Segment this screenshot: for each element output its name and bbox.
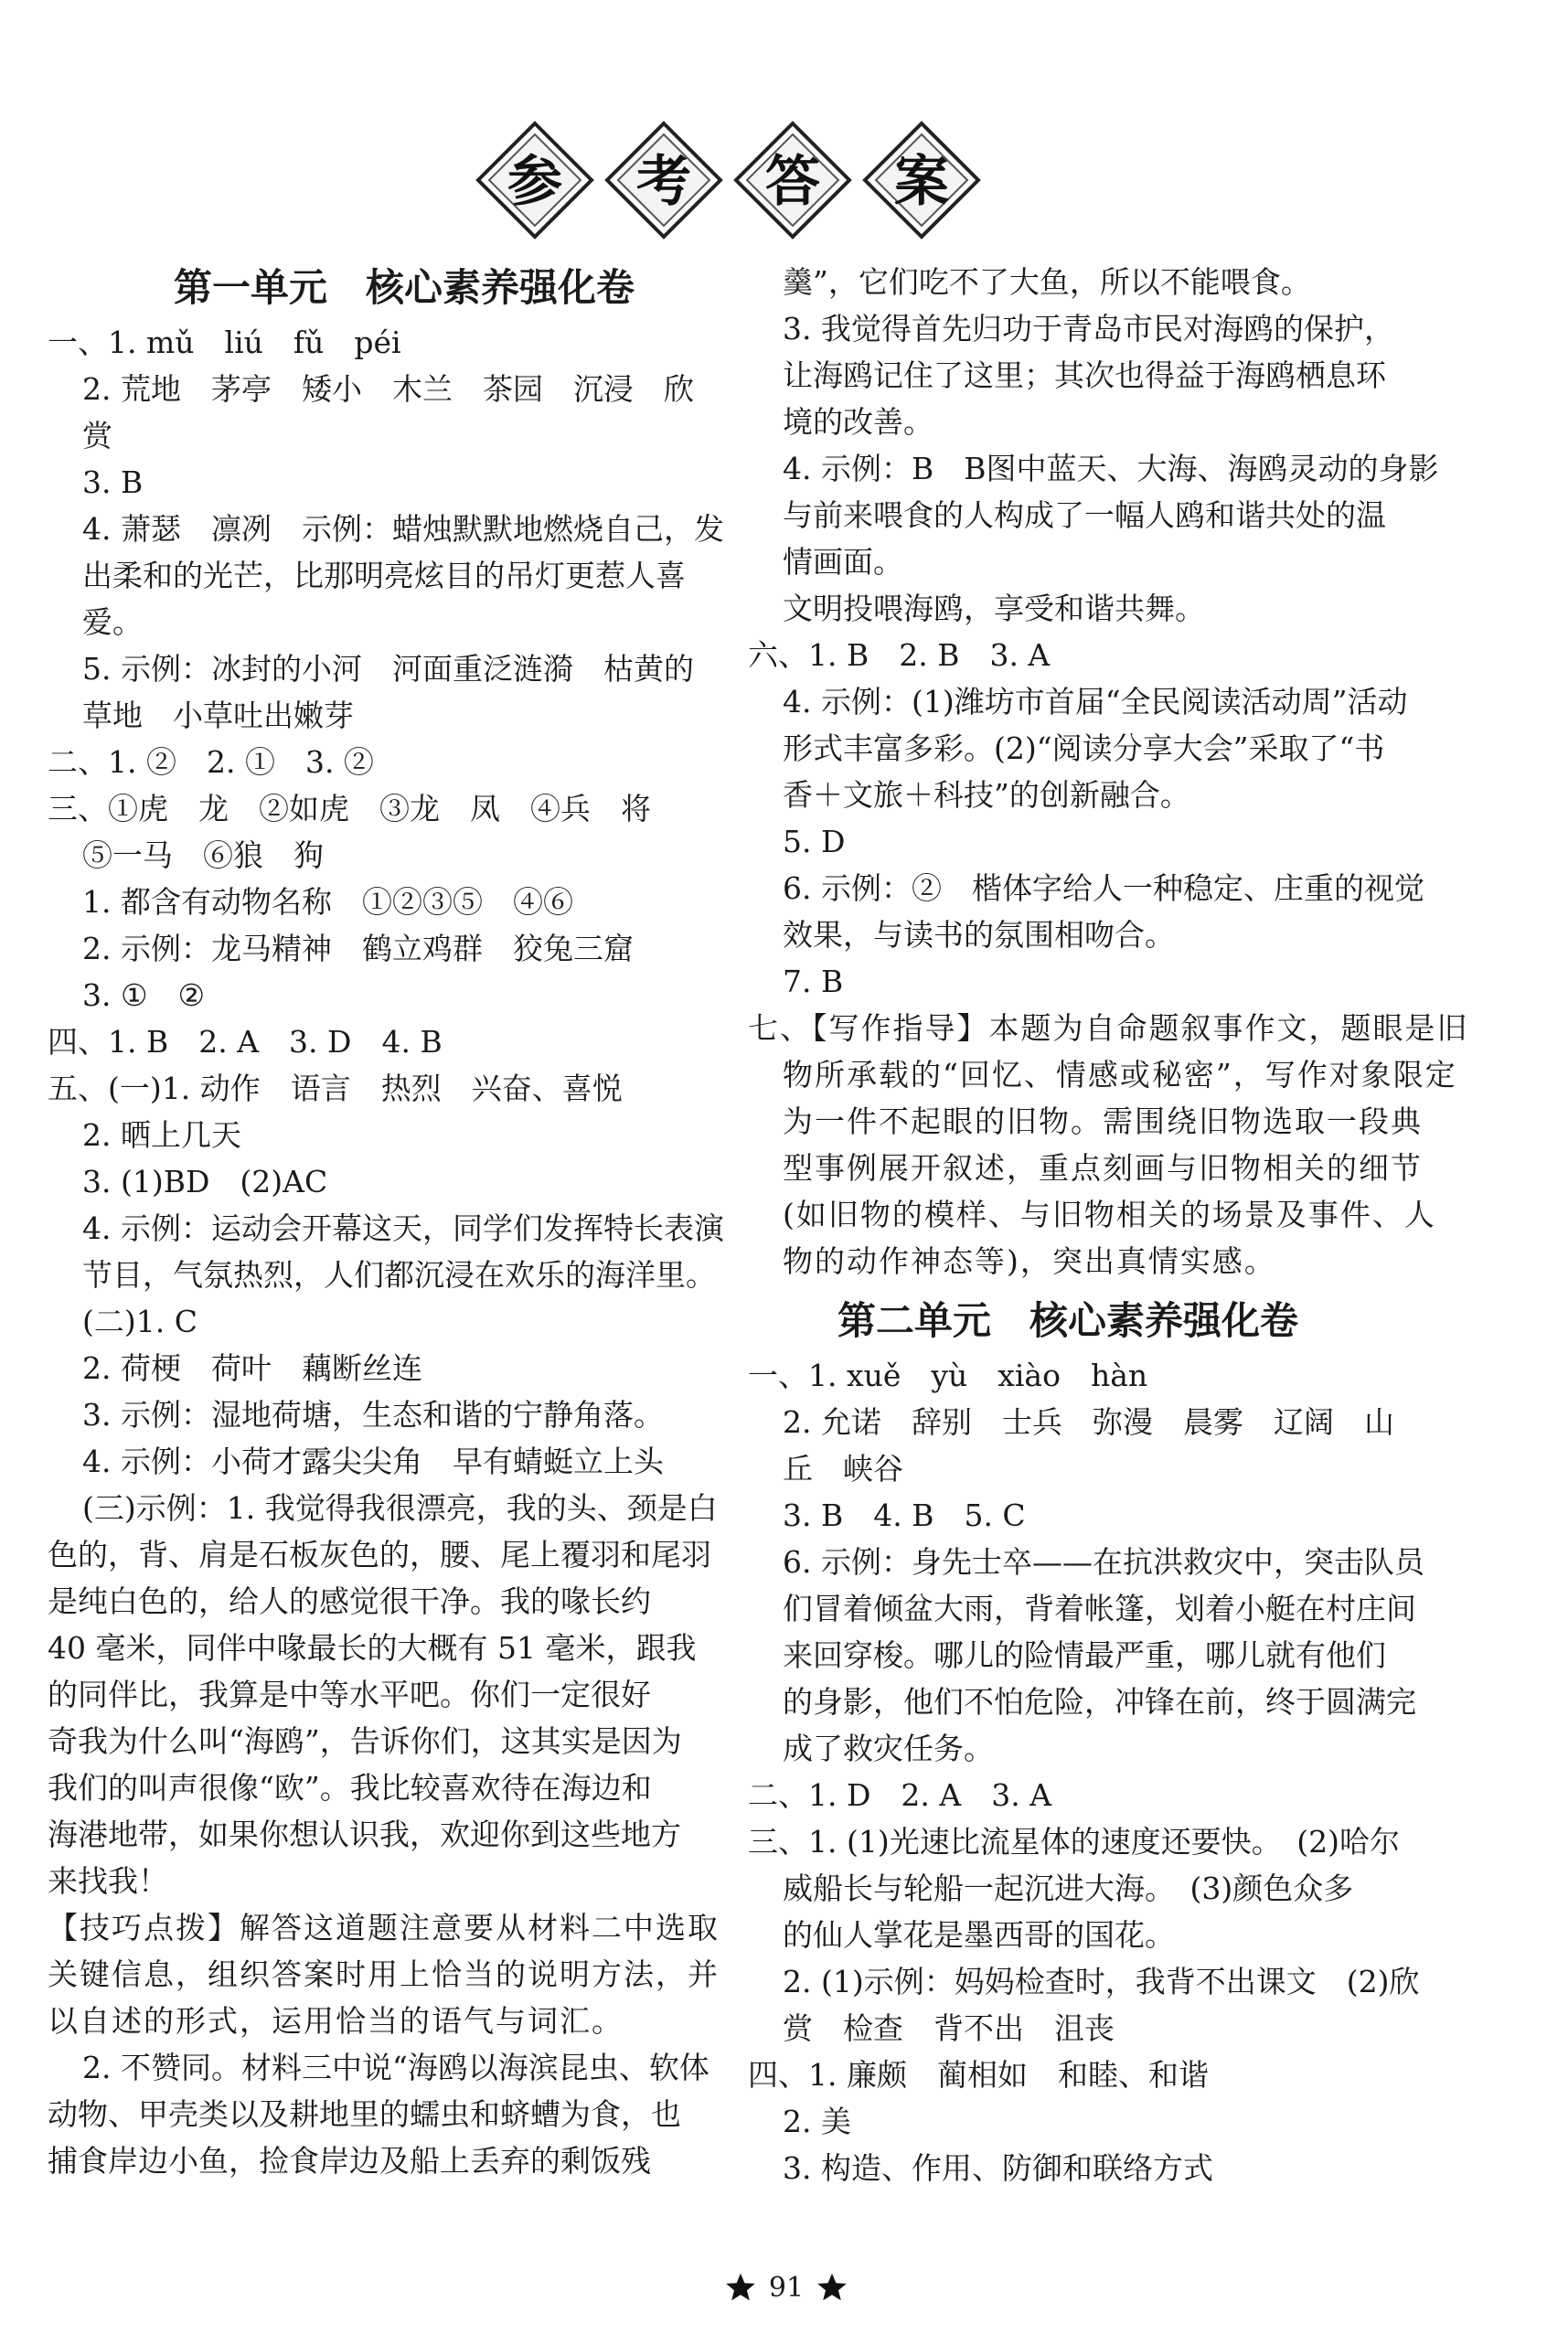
- answer-line: 成了救灾任务。: [783, 1731, 994, 1766]
- left-column: [48, 259, 765, 2184]
- answer-line: 1. 都含有动物名称 ①②③⑤ ④⑥: [82, 884, 573, 920]
- answer-line: (二)1. C: [82, 1304, 197, 1339]
- answer-line: 文明投喂海鸥，享受和谐共舞。: [783, 591, 1205, 626]
- answer-line: 动物、甲壳类以及耕地里的蠕虫和蛴螬为食，也: [48, 2096, 681, 2132]
- answer-line: 爱。: [82, 604, 143, 640]
- answer-line: 效果，与读书的氛围相吻合。: [783, 917, 1175, 953]
- title-char-box: [865, 123, 978, 237]
- answer-line: 海港地带，如果你想认识我，欢迎你到这些地方: [48, 1817, 681, 1852]
- answer-line: 3. ① ②: [82, 977, 206, 1013]
- answer-line: 为一件不起眼的旧物。需围绕旧物选取一段典: [783, 1103, 1423, 1139]
- answer-line: 一、1. xuě yù xiào hàn: [748, 1358, 1148, 1393]
- answer-line: 6. 示例：身先士卒——在抗洪救灾中，突击队员: [783, 1544, 1424, 1580]
- answer-line: 6. 示例：② 楷体字给人一种稳定、庄重的视觉: [783, 870, 1424, 906]
- answer-line: 捕食岸边小鱼，捡食岸边及船上丢弃的剩饭残: [48, 2143, 651, 2179]
- answer-line: 境的改善。: [783, 404, 933, 440]
- answer-line: 香＋文旅＋科技”的创新融合。: [783, 777, 1190, 813]
- answer-line: 让海鸥记住了这里；其次也得益于海鸥栖息环: [783, 357, 1386, 393]
- answer-line: 来找我！: [48, 1863, 168, 1899]
- answer-line: 2. 晒上几天: [82, 1117, 241, 1153]
- answer-line: 三、①虎 龙 ②如虎 ③龙 凤 ④兵 将: [48, 791, 651, 826]
- answer-line: 40 毫米，同伴中喙最长的大概有 51 毫米，跟我: [48, 1630, 697, 1666]
- answer-line: 二、1. ② 2. ① 3. ②: [48, 744, 374, 780]
- title-char-box: [607, 123, 720, 237]
- answer-line: 5. 示例：冰封的小河 河面重泛涟漪 枯黄的: [82, 651, 694, 687]
- answer-line: 型事例展开叙述，重点刻画与旧物相关的细节: [783, 1150, 1423, 1186]
- answer-line: 物所承载的“回忆、情感或秘密”，写作对象限定: [783, 1057, 1457, 1093]
- answer-line: ⑤一马 ⑥狼 狗: [82, 837, 324, 873]
- answer-line: 7. B: [783, 964, 844, 999]
- answer-line: 3. 示例：湿地荷塘，生态和谐的宁静角落。: [82, 1397, 664, 1433]
- answer-line: 2. 荷梗 荷叶 藕断丝连: [82, 1350, 422, 1386]
- answer-line: 与前来喂食的人构成了一幅人鸥和谐共处的温: [783, 497, 1386, 533]
- answer-line: 3. (1)BD (2)AC: [82, 1164, 328, 1199]
- right-column: [748, 259, 1525, 2191]
- answer-line: 4. 示例：小荷才露尖尖角 早有蜻蜓立上头: [82, 1444, 664, 1479]
- answer-line: (如旧物的模样、与旧物相关的场景及事件、人: [783, 1197, 1436, 1232]
- answer-line: 我们的叫声很像“欧”。我比较喜欢待在海边和: [48, 1770, 652, 1806]
- svg-text:参: 参: [507, 150, 562, 214]
- answer-line: 物的动作神态等)，突出真情实感。: [783, 1243, 1276, 1279]
- svg-text:考: 考: [636, 150, 691, 214]
- answer-line: 4. 萧瑟 凛冽 示例：蜡烛默默地燃烧自己，发: [82, 511, 724, 547]
- answer-line: 的身影，他们不怕危险，冲锋在前，终于圆满完: [783, 1684, 1416, 1720]
- answer-line: 以自述的形式，运用恰当的语气与词汇。: [48, 2003, 624, 2039]
- answer-line: 草地 小草吐出嫩芽: [82, 698, 354, 733]
- answer-line: 2. 允诺 辞别 士兵 弥漫 晨雾 辽阔 山: [783, 1404, 1394, 1440]
- answer-line: 出柔和的光芒，比那明亮炫目的吊灯更惹人喜: [82, 558, 686, 593]
- answer-line: 三、1. (1)光速比流星体的速度还要快。 (2)哈尔: [748, 1824, 1400, 1860]
- answer-line: 3. 构造、作用、防御和联络方式: [783, 2150, 1213, 2186]
- answer-line: 七、【写作指导】本题为自命题叙事作文，题眼是旧: [748, 1010, 1469, 1046]
- answer-line: 关键信息，组织答案时用上恰当的说明方法，并: [48, 1956, 720, 1992]
- answer-line: 3. 我觉得首先归功于青岛市民对海鸥的保护，: [783, 311, 1394, 346]
- answer-line: 的同伴比，我算是中等水平吧。你们一定很好: [48, 1677, 651, 1712]
- answer-line: 五、(一)1. 动作 语言 热烈 兴奋、喜悦: [48, 1071, 623, 1106]
- answer-line: 是纯白色的，给人的感觉很干净。我的喙长约: [48, 1583, 651, 1619]
- answer-line: 二、1. D 2. A 3. A: [748, 1777, 1052, 1813]
- answer-line: 形式丰富多彩。(2)“阅读分享大会”采取了“书: [783, 730, 1385, 766]
- answer-line: 的仙人掌花是墨西哥的国花。: [783, 1917, 1175, 1953]
- answer-line: 六、1. B 2. B 3. A: [748, 637, 1051, 673]
- answer-line: 3. B: [82, 464, 144, 500]
- answer-line: 奇我为什么叫“海鸥”，告诉你们，这其实是因为: [48, 1723, 682, 1759]
- answer-line: (三)示例：1. 我觉得我很漂亮，我的头、颈是白: [82, 1490, 718, 1526]
- svg-text:答: 答: [765, 150, 820, 214]
- title-char-box: [736, 123, 849, 237]
- svg-text:案: 案: [894, 150, 949, 214]
- star-icon: [725, 2272, 756, 2303]
- answer-line: 赏 检查 背不出 沮丧: [783, 2010, 1115, 2046]
- answer-line: 四、1. B 2. A 3. D 4. B: [48, 1024, 443, 1060]
- answer-line: 2. 不赞同。材料三中说“海鸥以海滨昆虫、软体: [82, 2050, 709, 2085]
- answer-line: 3. B 4. B 5. C: [783, 1498, 1026, 1533]
- page-number: 91: [768, 2271, 805, 2304]
- answer-line: 5. D: [783, 824, 846, 859]
- star-icon: [816, 2272, 848, 2303]
- answer-line: 来回穿梭。哪儿的险情最严重，哪儿就有他们: [783, 1637, 1386, 1673]
- title-char-box: [478, 123, 592, 237]
- answer-line: 丘 峡谷: [783, 1451, 903, 1487]
- page-title: [471, 119, 987, 242]
- answer-line: 们冒着倾盆大雨，背着帐篷，划着小艇在村庄间: [783, 1591, 1416, 1626]
- answer-line: 节目，气氛热烈，人们都沉浸在欢乐的海洋里。: [82, 1257, 716, 1293]
- answer-line: 赏: [82, 418, 112, 453]
- answer-line: 4. 示例：运动会开幕这天，同学们发挥特长表演: [82, 1210, 724, 1246]
- section-heading: 第一单元 核心素养强化卷: [174, 265, 635, 310]
- answer-line: 色的，背、肩是石板灰色的，腰、尾上覆羽和尾羽: [48, 1537, 711, 1572]
- answer-line: 威船长与轮船一起沉进大海。 (3)颜色众多: [783, 1871, 1354, 1906]
- answer-line: 2. 荒地 茅亭 矮小 木兰 茶园 沉浸 欣: [82, 371, 694, 407]
- answer-line: 2. 美: [783, 2104, 851, 2139]
- answer-line: 情画面。: [783, 544, 903, 580]
- answer-line: 一、1. mǔ liú fǔ péi: [48, 325, 401, 360]
- section-heading: 第二单元 核心素养强化卷: [837, 1298, 1299, 1343]
- page-footer: [631, 2260, 942, 2315]
- answer-line: 4. 示例：(1)潍坊市首届“全民阅读活动周”活动: [783, 684, 1408, 719]
- answer-line: 四、1. 廉颇 蔺相如 和睦、和谐: [748, 2057, 1209, 2093]
- answer-line: 【技巧点拨】解答这道题注意要从材料二中选取: [48, 1910, 720, 1945]
- answer-line: 2. (1)示例：妈妈检查时，我背不出课文 (2)欣: [783, 1964, 1420, 1999]
- answer-line: 2. 示例：龙马精神 鹤立鸡群 狡兔三窟: [82, 931, 634, 966]
- answer-line: 4. 示例：B B图中蓝天、大海、海鸥灵动的身影: [783, 451, 1439, 486]
- answer-line: 羹”，它们吃不了大鱼，所以不能喂食。: [783, 264, 1311, 300]
